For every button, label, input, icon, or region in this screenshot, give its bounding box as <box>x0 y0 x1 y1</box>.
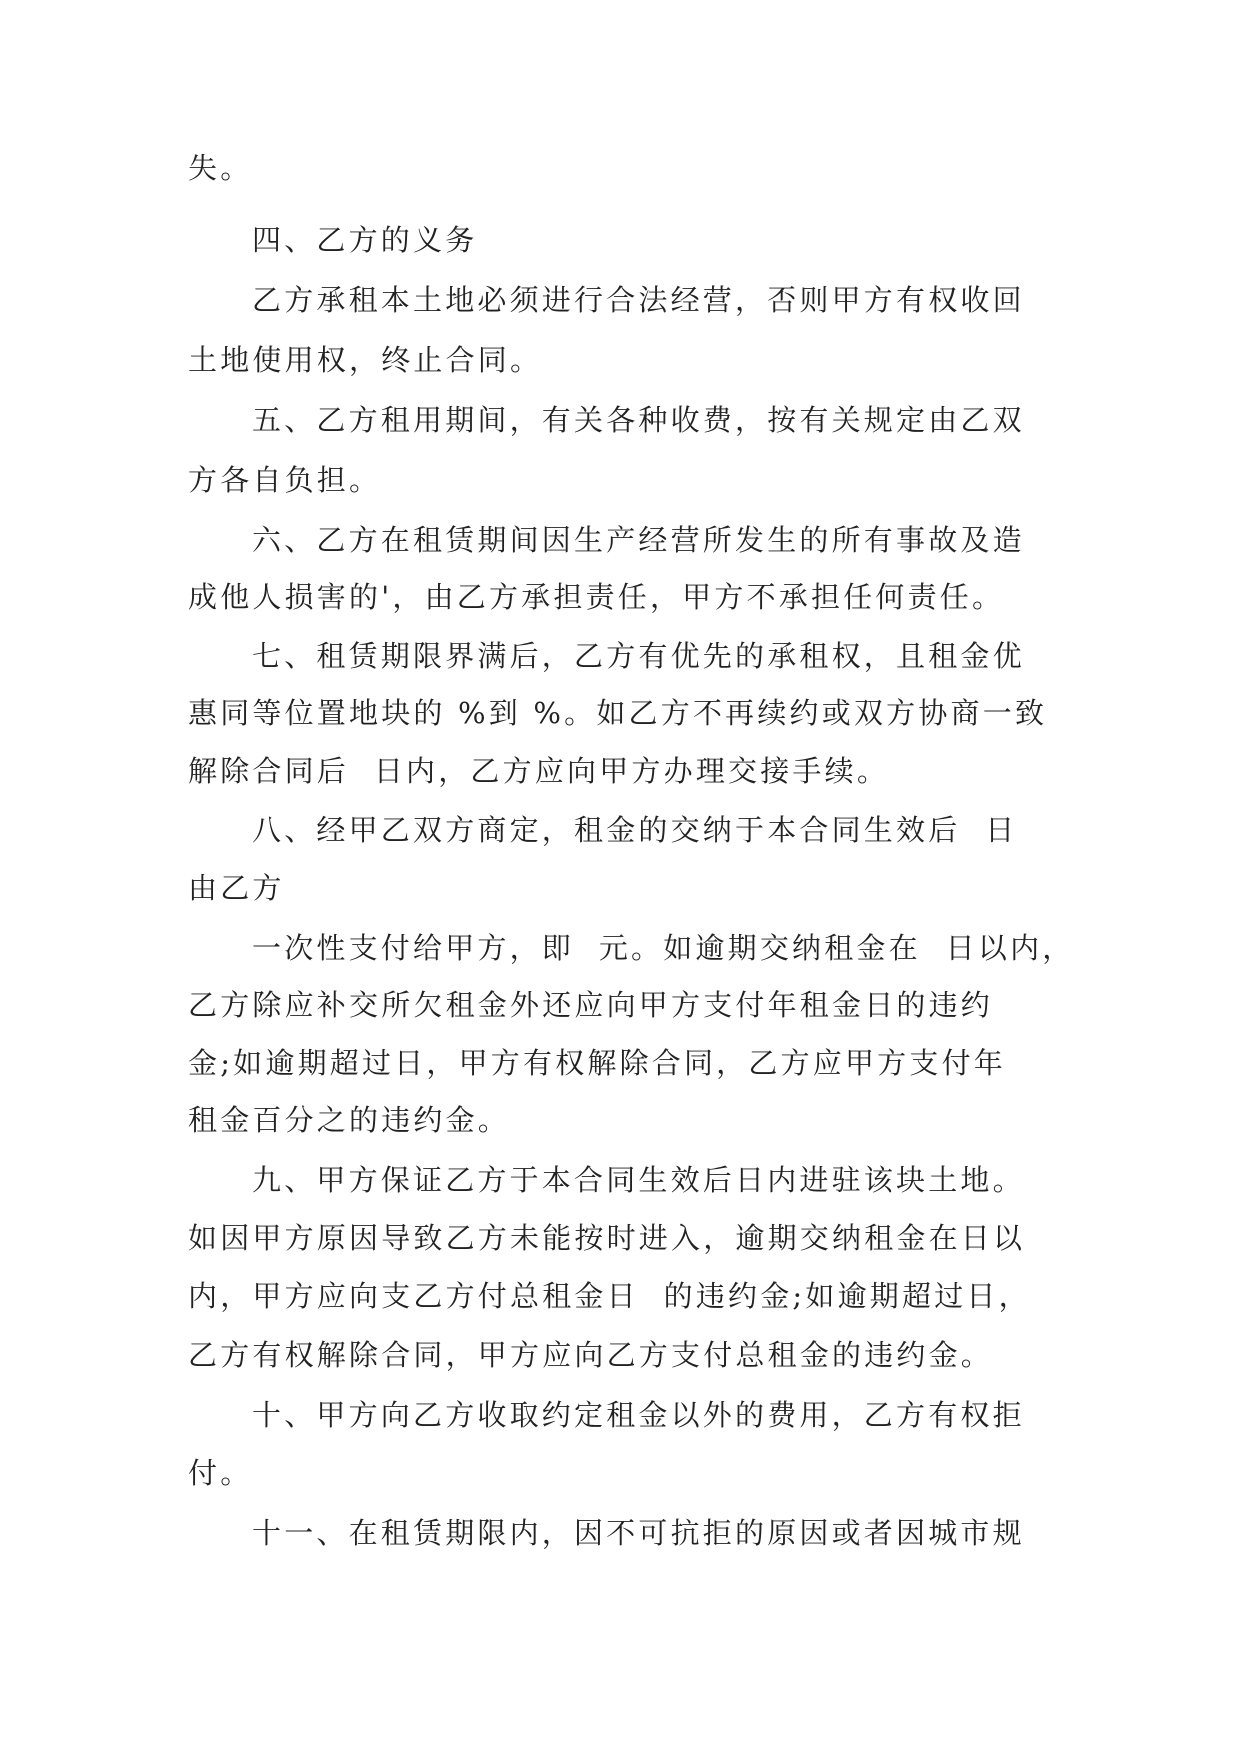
text-line: 解除合同后 日内，乙方应向甲方办理交接手续。 <box>188 754 890 788</box>
text-line: 内，甲方应向支乙方付总租金日 的违约金;如逾期超过日， <box>188 1279 1031 1313</box>
text-line: 金;如逾期超过日，甲方有权解除合同，乙方应甲方支付年 <box>188 1046 1006 1080</box>
text-line: 乙方承租本土地必须进行合法经营，否则甲方有权收回 <box>252 283 1025 317</box>
text-line: 六、乙方在租赁期间因生产经营所发生的所有事故及造 <box>252 523 1025 557</box>
text-line: 七、租赁期限界满后，乙方有优先的承租权，且租金优 <box>252 639 1025 673</box>
text-line: 如因甲方原因导致乙方未能按时进入，逾期交纳租金在日以 <box>188 1221 1026 1255</box>
section-heading: 四、乙方的义务 <box>252 223 478 257</box>
text-line: 一次性支付给甲方，即 元。如逾期交纳租金在 日以内， <box>252 931 1075 965</box>
text-line: 付。 <box>188 1456 253 1490</box>
text-line: 乙方除应补交所欠租金外还应向甲方支付年租金日的违约 <box>188 988 994 1022</box>
text-line: 租金百分之的违约金。 <box>188 1103 511 1137</box>
text-line: 十一、在租赁期限内，因不可抗拒的原因或者因城市规 <box>252 1516 1025 1550</box>
text-line: 土地使用权，终止合同。 <box>188 343 543 377</box>
text-line: 失。 <box>188 151 253 185</box>
text-line: 惠同等位置地块的 %到 %。如乙方不再续约或双方协商一致 <box>188 696 1048 730</box>
text-line: 由乙方 <box>188 871 285 905</box>
text-line: 成他人损害的'，由乙方承担责任，甲方不承担任何责任。 <box>188 580 1005 614</box>
text-line: 九、甲方保证乙方于本合同生效后日内进驻该块土地。 <box>252 1163 1025 1197</box>
text-line: 五、乙方租用期间，有关各种收费，按有关规定由乙双 <box>252 403 1025 437</box>
text-line: 十、甲方向乙方收取约定租金以外的费用，乙方有权拒 <box>252 1398 1025 1432</box>
text-line: 方各自负担。 <box>188 463 382 497</box>
text-line: 乙方有权解除合同，甲方应向乙方支付总租金的违约金。 <box>188 1338 994 1372</box>
text-line: 八、经甲乙双方商定，租金的交纳于本合同生效后 日 <box>252 813 1018 847</box>
